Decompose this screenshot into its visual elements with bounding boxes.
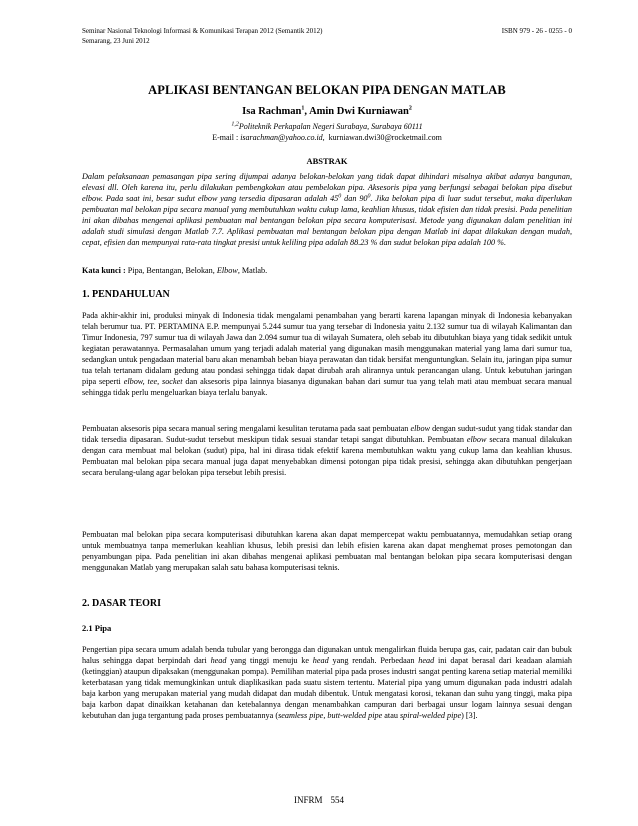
abstract-part-2: dan 90 (341, 194, 368, 203)
conference-name: Seminar Nasional Teknologi Informasi & Komunikasi Terapan 2012 (Semantik 2012) (82, 27, 323, 35)
s1p2-c: secara manual dilakukan dengan cara membuat mal belokan (sudut) pipa, hal ini dirasa tidak efektif karena membutuhkan waktu yang cukup lama dan keahlian khusus. Pembuatan mal belokan pipa secara manual juga dapat menyebabkan dimensi potongan pipa tidak presisi, sehingga akan dibutuhkan pengerjaan secara berulang-ulang agar belokan pipa tersebut lebih presisi. (82, 435, 572, 477)
email-2: kurniawan.dwi30@rocketmail.com (328, 133, 442, 142)
s1p2-a: Pembuatan aksesoris pipa secara manual sering mengalami kesulitan terutama pada saat pembuatan (82, 424, 411, 433)
email-1: isarachman@yahoo.co.id, (240, 133, 325, 142)
keywords-label: Kata kunci : (82, 266, 126, 275)
author-2: Amin Dwi Kurniawan (309, 106, 409, 117)
keywords-text-2: , Matlab. (237, 266, 268, 275)
s2p1-i2: head (312, 656, 329, 665)
location-date: Semarang, 23 Juni 2012 (82, 37, 150, 45)
keywords (82, 265, 572, 276)
email-line (82, 133, 572, 143)
affiliation-text: Politeknik Perkapalan Negeri Surabaya, Surabaya 60111 (238, 122, 423, 131)
s2p1-f: atau (382, 711, 400, 720)
author-1-sup: 1 (301, 105, 305, 112)
s1p1-italic: elbow, tee, socket (123, 377, 183, 386)
author-1: Isa Rachman (242, 106, 302, 117)
isbn: ISBN 979 - 26 - 0255 - 0 (501, 27, 572, 35)
affiliation (82, 122, 572, 132)
s2p1-c: yang rendah. Perbedaan (328, 656, 419, 665)
footer-journal: INFRM (293, 795, 323, 805)
s2p1-i4: seamless pipe (278, 711, 324, 720)
keywords-text-1: Pipa, Bentangan, Belokan, (125, 266, 217, 275)
s2p1-d: ini dapat berasal dari keadaan alamiah (ketinggian) ataupun dipaksakan (menggunakan pompa). Pemilihan material pipa pada proses industri sangat penting karena setiap material memiliki keterbatasan yang tidak memungkinkan untuk diaplikasikan pada suatu sistem tertentu. Material pipa yang umum digunakan pada industri adalah baja karbon yang merupakan material yang mudah didapat dan mudah dibentuk. Untuk mengatasi korosi, tekanan dan suhu yang tinggi, maka pipa baja karbon dapat dinaikkan ketahanan dan ketebalannya dengan menambahkan campuran dari berbagai unsur logam lainnya sesuai dengan kebutuhan dan juga tergantung pada proses pembuatannya ( (82, 656, 572, 720)
section-1-paragraph-1 (82, 310, 572, 398)
section-1-paragraph-3: Pembuatan mal belokan pipa secara komputerisasi dibutuhkan karena akan dapat mempercepat waktu pembuatannya, memudahkan setiap orang untuk membuatnya tanpa memerlukan keahlian khusus, lebih presisi dan lebih efisien karena akan dapat menghemat proses pemotongan dan penyambungan pipa. Pada penelitian ini akan dibahas mengenai aplikasi pembuatan mal bentangan belokan pipa secara komputerisasi dengan menggunakan Matlab yang merupakan salah satu bahasa komputerisasi teknis. (82, 530, 572, 572)
keywords-italic: Elbow (216, 266, 238, 275)
s2p1-a: Pengertian pipa secara umum adalah benda tubular yang berongga dan digunakan untuk mengalirkan fluida berupa gas, cair, padatan cair dan bubuk halus sehingga dapat berpindah dari (82, 645, 572, 665)
abstract-text (82, 171, 572, 248)
s2p1-e: , (323, 711, 328, 720)
s2p1-g: ) [3]. (461, 711, 478, 720)
s1p2-italic-1: elbow (410, 424, 431, 433)
section-2-heading: 2. DASAR TEORI (82, 598, 161, 609)
abstract-part-3: . Jika belokan pipa di luar sudut tersebut, maka diperlukan pembuatan mal belokan pipa secara manual yang membutuhkan waktu cukup lama, keahlian khusus, tidak efisien dan tidak presisi. Pada penelitian ini akan dibahas mengenai aplikasi pembuatan mal bentangan belokan pipa secara komputerisasi. Metode yang digunakan dalam penelitian ini adalah studi simulasi dengan Matlab 7.7. Aplikasi pembuatan mal bentangan belokan pipa dengan Matlab ini dapat dilakukan dengan mudah, cepat, efisien dan mempunyai rata-rata tingkat presisi untuk keliling pipa adalah 88.23 % dan sudut belokan pipa adalah 100 %. (82, 194, 572, 247)
affiliation-sup: 1,2 (231, 121, 239, 128)
subsection-2-1-heading: 2.1 Pipa (82, 623, 112, 633)
section-1-paragraph-2 (82, 423, 572, 478)
abstract-heading: ABSTRAK (306, 156, 348, 166)
authors-line (82, 106, 572, 117)
section-1-heading: 1. PENDAHULUAN (82, 289, 170, 300)
s2p1-b: yang tinggi menuju ke (226, 656, 313, 665)
s1p1-text: Pada akhir-akhir ini, produksi minyak di Indonesia tidak mengalami penambahan yang berarti karena lapangan minyak di Indonesia kebanyakan telah berumur tua. PT. PERTAMINA E.P. mempunyai 5.244 sumur tua yang tersebar di Indonesia yaitu 2.132 sumur tua di wilayah Kalimantan dan Timur Indonesia, 797 sumur tua di wilayah Jawa dan 2.094 sumur tua di wilayah Sumatera, oleh sebab itu dibutuhkan biaya yang tidak sedikit untuk kegiatan perawatannya. Permasalahan umum yang terjadi adalah material yang digunakan masih menggunakan material yang lama dari sumur tua, sedangkan untuk pengadaan material baru akan menambah beban biaya perawatan dan tidak bersifat menguntungkan. Selain itu, jaringan pipa sumur tua telah tertanam didalam gedung atau pondasi sehingga tidak dapat dirubah arah alirannya untuk perancangan ulang. Untuk kebutuhan jaringan pipa seperti (82, 311, 572, 386)
s2p1-i6: spiral-welded pipe (399, 711, 462, 720)
s2p1-i3: head (418, 656, 435, 665)
degree-sup-1: 0 (338, 193, 342, 200)
running-header (82, 26, 572, 46)
email-label: E-mail : (212, 133, 241, 142)
footer-page-number: 554 (330, 795, 344, 805)
s2p1-i1: head (210, 656, 227, 665)
author-separator: , (304, 106, 310, 117)
s1p2-b: dengan sudut-sudut yang tidak standar dan tidak tersedia dipasaran. Sudut-sudut tersebut meskipun tidak sesuai standar tetapi sangat dibutuhkan. Pembuatan (82, 424, 573, 444)
s2p1-i5: butt-welded pipe (327, 711, 383, 720)
degree-sup-2: 0 (367, 193, 371, 200)
s1p1-end: dan aksesoris pipa lainnya biasanya digunakan bahan dari sumur tua yang telah mati atau membuat secara manual sehingga tidak perlu mengeluarkan biaya terlalu banyak. (82, 377, 573, 397)
paper-title: APLIKASI BENTANGAN BELOKAN PIPA DENGAN MATLAB (148, 83, 506, 97)
abstract-part-1: Dalam pelaksanaan pemasangan pipa sering dijumpai adanya belokan-belokan yang tidak dapat dihindari misalnya akibat adanya bangunan, elevasi dll. Oleh karena itu, perlu dilakukan pembengkokan atau pembelokan pipa. Aksesoris pipa yang berfungsi sebagai belokan pipa disebut elbow. Pada saat ini, besar sudut elbow yang tersedia dipasaran adalah 45 (82, 172, 572, 203)
section-2-paragraph-1 (82, 644, 572, 721)
s1p2-italic-2: elbow (466, 435, 487, 444)
page-footer (0, 795, 638, 805)
author-2-sup: 2 (408, 105, 412, 112)
